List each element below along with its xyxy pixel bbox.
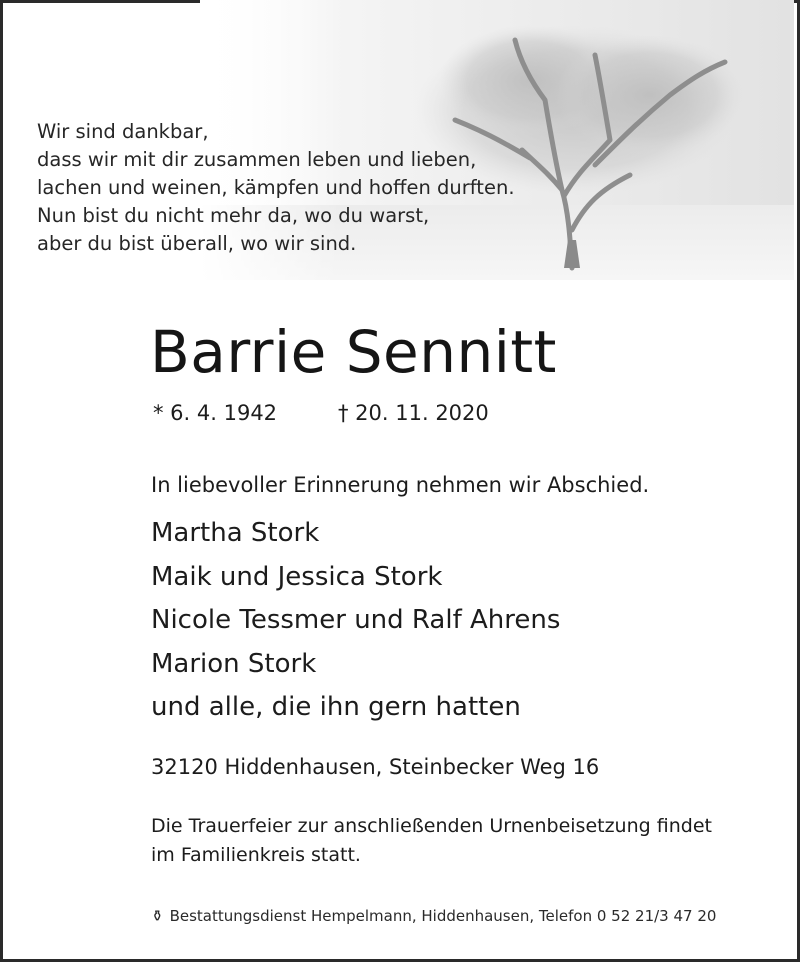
- mourners-list: [151, 512, 560, 730]
- ceremony-line: im Familienkreis statt.: [151, 844, 361, 866]
- mourner-entry: Marion Stork: [151, 648, 317, 679]
- ceremony-line: Die Trauerfeier zur anschließenden Urnenbeisetzung findet: [151, 815, 712, 837]
- family-address: 32120 Hiddenhausen, Steinbecker Weg 16: [151, 755, 600, 779]
- life-dates: [153, 397, 489, 429]
- mourner-entry: Maik und Jessica Stork: [151, 561, 443, 592]
- deceased-name: Barrie Sennitt: [150, 318, 557, 386]
- mourner-entry: und alle, die ihn gern hatten: [151, 692, 521, 722]
- mourner-entry: Nicole Tessmer und Ralf Ahrens: [151, 605, 561, 635]
- undertaker-text: Bestattungsdienst Hempelmann, Hiddenhausen, Telefon 0 52 21/3 47 20: [169, 907, 717, 925]
- poem-line: Wir sind dankbar,: [37, 120, 209, 143]
- undertaker-line: [151, 904, 716, 928]
- poem-line: Nun bist du nicht mehr da, wo du warst,: [37, 204, 430, 227]
- mourner-entry: Martha Stork: [151, 518, 320, 548]
- poem-line: aber du bist überall, wo wir sind.: [37, 232, 357, 255]
- urn-icon: ⚱: [151, 907, 164, 925]
- farewell-line: In liebevoller Erinnerung nehmen wir Abschied.: [151, 473, 650, 497]
- ceremony-notice: [151, 812, 712, 870]
- poem-line: lachen und weinen, kämpfen und hoffen durften.: [37, 176, 515, 199]
- poem: [37, 118, 515, 258]
- death-date: † 20. 11. 2020: [338, 401, 489, 425]
- poem-line: dass wir mit dir zusammen leben und lieben,: [37, 148, 477, 171]
- birth-date: * 6. 4. 1942: [153, 401, 278, 425]
